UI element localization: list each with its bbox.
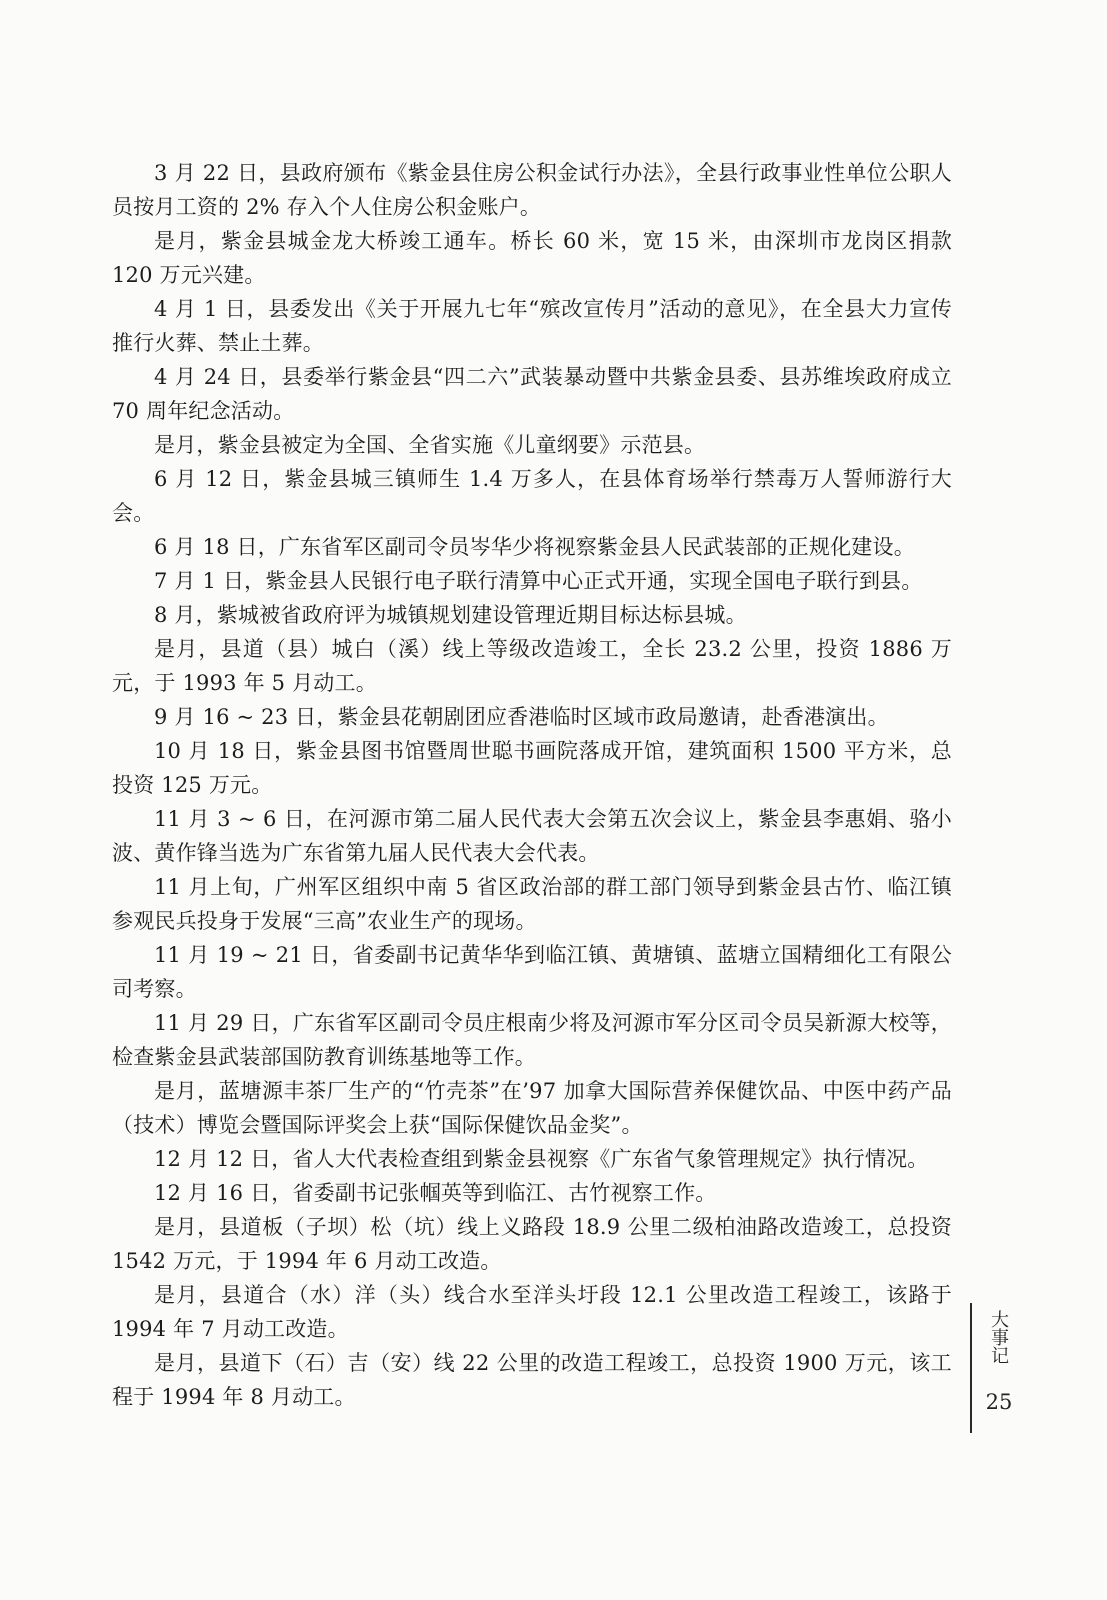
- chronicle-entry: 11 月上旬，广州军区组织中南 5 省区政治部的群工部门领导到紫金县古竹、临江镇参观民兵投身于发展“三高”农业生产的现场。: [112, 875, 952, 933]
- chronicle-entry: 11 月 3 ~ 6 日，在河源市第二届人民代表大会第五次会议上，紫金县李惠娟、骆小波、黄作锋当选为广东省第九届人民代表大会代表。: [112, 807, 952, 865]
- chronicle-entry: 4 月 24 日，县委举行紫金县“四二六”武装暴动暨中共紫金县委、县苏维埃政府成立 70 周年纪念活动。: [112, 365, 952, 423]
- chronicle-entry: 6 月 18 日，广东省军区副司令员岑华少将视察紫金县人民武装部的正规化建设。: [154, 535, 915, 559]
- chronicle-entry: 11 月 29 日，广东省军区副司令员庄根南少将及河源市军分区司令员吴新源大校等，检查紫金县武装部国防教育训练基地等工作。: [112, 1011, 952, 1069]
- chronicle-entry: 7 月 1 日，紫金县人民银行电子联行清算中心正式开通，实现全国电子联行到县。: [154, 569, 923, 593]
- chronicle-entry: 11 月 19 ~ 21 日，省委副书记黄华华到临江镇、黄塘镇、蓝塘立国精细化工有限公司考察。: [112, 943, 952, 1001]
- chronicle-entry: 6 月 12 日，紫金县城三镇师生 1.4 万多人，在县体育场举行禁毒万人誓师游行大会。: [112, 467, 952, 525]
- chronicle-entry: 3 月 22 日，县政府颁布《紫金县住房公积金试行办法》，全县行政事业性单位公职人员按月工资的 2% 存入个人住房公积金账户。: [112, 161, 952, 219]
- chronicle-entry: 是月，县道合（水）洋（头）线合水至洋头圩段 12.1 公里改造工程竣工，该路于 1994 年 7 月动工改造。: [112, 1283, 952, 1341]
- chronicle-entry: 是月，蓝塘源丰茶厂生产的“竹壳茶”在’97 加拿大国际营养保健饮品、中医中药产品（技术）博览会暨国际评奖会上获“国际保健饮品金奖”。: [112, 1079, 952, 1137]
- chronicle-entry: 是月，县道下（石）吉（安）线 22 公里的改造工程竣工，总投资 1900 万元，该工程于 1994 年 8 月动工。: [112, 1351, 952, 1409]
- margin-divider: [970, 1303, 972, 1433]
- chronicle-entry: 12 月 16 日，省委副书记张帼英等到临江、古竹视察工作。: [154, 1181, 717, 1205]
- chronicle-entry: 10 月 18 日，紫金县图书馆暨周世聪书画院落成开馆，建筑面积 1500 平方米，总投资 125 万元。: [112, 739, 952, 797]
- chronicle-entry: 是月，紫金县城金龙大桥竣工通车。桥长 60 米，宽 15 米，由深圳市龙岗区捐款 120 万元兴建。: [112, 229, 952, 287]
- page-number: 25: [985, 1390, 1013, 1414]
- chronicle-entry: 是月，紫金县被定为全国、全省实施《儿童纲要》示范县。: [154, 433, 706, 457]
- section-running-title: 大事记: [988, 1310, 1009, 1364]
- chronicle-entry: 9 月 16 ~ 23 日，紫金县花朝剧团应香港临时区域市政局邀请，赴香港演出。: [154, 705, 889, 729]
- chronicle-entry: 是月，县道（县）城白（溪）线上等级改造竣工，全长 23.2 公里，投资 1886 万元，于 1993 年 5 月动工。: [112, 637, 952, 695]
- chronicle-entry: 4 月 1 日，县委发出《关于开展九七年“殡改宣传月”活动的意见》，在全县大力宣传推行火葬、禁止土葬。: [112, 297, 952, 355]
- chronicle-text: [112, 156, 952, 1414]
- chronicle-entry: 是月，县道板（子坝）松（坑）线上义路段 18.9 公里二级柏油路改造竣工，总投资 1542 万元，于 1994 年 6 月动工改造。: [112, 1215, 952, 1273]
- chronicle-entry: 12 月 12 日，省人大代表检查组到紫金县视察《广东省气象管理规定》执行情况。: [154, 1147, 929, 1171]
- chronicle-entry: 8 月，紫城被省政府评为城镇规划建设管理近期目标达标县城。: [154, 603, 747, 627]
